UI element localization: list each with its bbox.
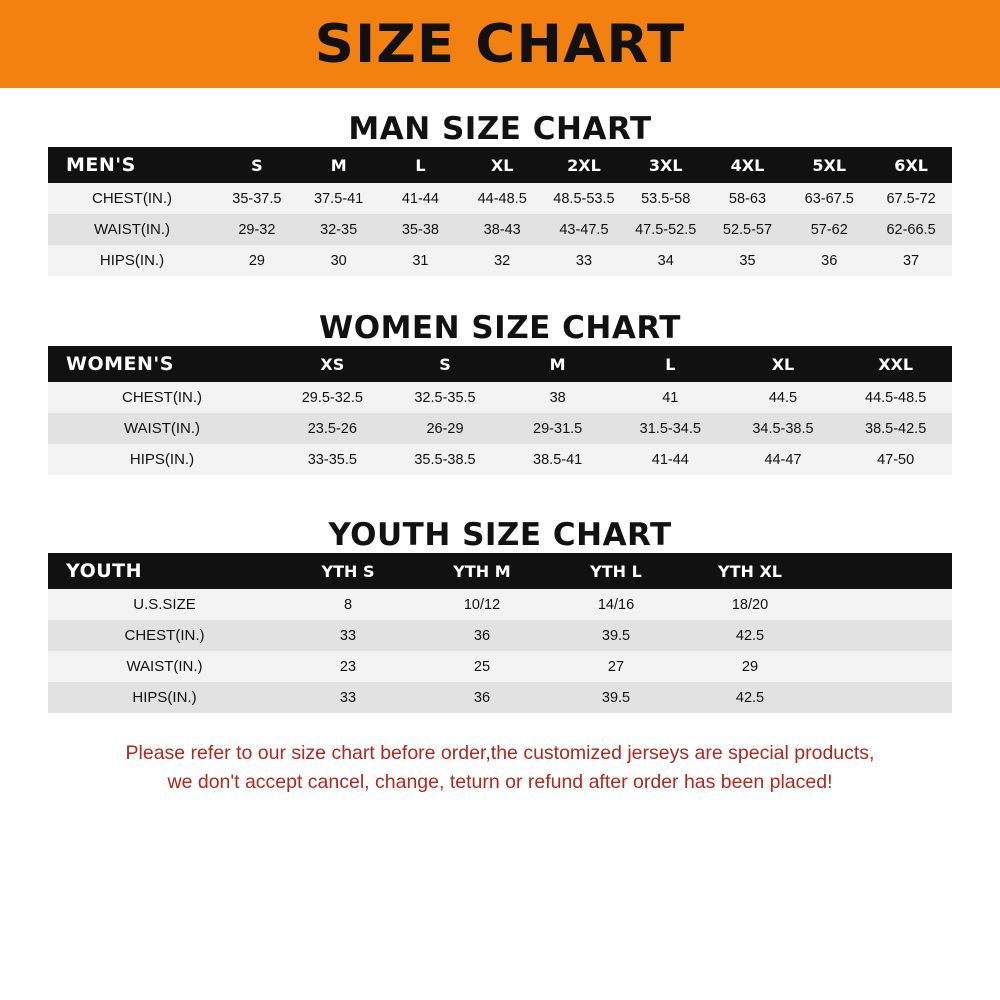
youth-cell-1-1: 36 (473, 627, 491, 644)
man-cell-1-2: 35-38 (401, 221, 439, 238)
youth-size-table (48, 553, 952, 713)
table-row (48, 214, 952, 245)
man-cell-1-1: 32-35 (320, 221, 358, 238)
table-row (48, 245, 952, 276)
footer-note-line-1: Please refer to our size chart before order,the customized jerseys are special products, (125, 742, 875, 764)
man-cell-0-3: 44-48.5 (477, 190, 527, 207)
table-row (48, 444, 952, 475)
women-section-title: WOMEN SIZE CHART (319, 310, 681, 346)
man-cell-1-6: 52.5-57 (722, 221, 773, 238)
women-cell-0-3: 41 (662, 389, 679, 406)
table-row (48, 651, 952, 682)
women-cell-0-2: 38 (549, 389, 566, 406)
women-size-header-0: XS (320, 354, 345, 374)
youth-size-header-0: YTH S (321, 561, 375, 581)
man-cell-2-3: 32 (494, 252, 511, 269)
man-cell-0-0: 35-37.5 (232, 190, 282, 207)
women-cell-2-1: 35.5-38.5 (414, 451, 476, 468)
footer-note (25, 739, 975, 798)
youth-row-label-0: U.S.SIZE (133, 596, 196, 613)
women-table-head (48, 346, 952, 382)
man-size-header-3: XL (490, 155, 514, 175)
man-cell-1-0: 29-32 (238, 221, 276, 238)
man-corner-label: MEN'S (66, 154, 136, 176)
man-cell-0-7: 63-67.5 (804, 190, 854, 207)
women-size-header-1: S (439, 354, 451, 374)
women-row-label-0: CHEST(IN.) (122, 389, 202, 406)
women-cell-1-0: 23.5-26 (307, 420, 357, 437)
table-row (48, 682, 952, 713)
youth-cell-3-1: 36 (473, 689, 491, 706)
man-row-label-1: WAIST(IN.) (93, 221, 171, 238)
man-cell-1-3: 38-43 (483, 221, 521, 238)
women-cell-1-2: 29-31.5 (533, 420, 583, 437)
youth-table-wrap (48, 553, 952, 713)
youth-cell-1-0: 33 (339, 627, 357, 644)
women-cell-2-4: 44-47 (764, 451, 802, 468)
youth-cell-0-3: 18/20 (731, 596, 769, 613)
table-row (48, 382, 952, 413)
women-size-header-3: L (665, 354, 676, 374)
youth-section-title: YOUTH SIZE CHART (328, 517, 672, 553)
man-cell-2-0: 29 (248, 252, 265, 269)
man-cell-2-8: 37 (902, 252, 920, 269)
women-cell-0-5: 44.5-48.5 (865, 389, 927, 406)
women-row-label-1: WAIST(IN.) (123, 420, 201, 437)
man-cell-2-7: 36 (821, 252, 838, 269)
youth-table-head (48, 553, 952, 589)
man-cell-2-2: 31 (412, 252, 429, 269)
youth-cell-2-2: 27 (607, 658, 625, 675)
man-size-header-4: 2XL (567, 155, 601, 175)
youth-header-spacer (817, 553, 952, 589)
women-cell-0-0: 29.5-32.5 (301, 389, 363, 406)
page-title: SIZE CHART (314, 13, 686, 75)
women-table-body (48, 382, 952, 475)
man-size-header-1: M (330, 155, 347, 175)
youth-row-label-3: HIPS(IN.) (132, 689, 197, 706)
man-cell-1-4: 43-47.5 (559, 221, 609, 238)
youth-cell-3-3: 42.5 (735, 689, 765, 706)
man-cell-2-4: 33 (575, 252, 593, 269)
women-cell-0-4: 44.5 (768, 389, 798, 406)
women-cell-2-5: 47-50 (877, 451, 915, 468)
table-row (48, 413, 952, 444)
women-cell-2-2: 38.5-41 (533, 451, 583, 468)
youth-cell-3-0: 33 (339, 689, 357, 706)
women-cell-1-1: 26-29 (426, 420, 464, 437)
man-size-header-2: L (415, 155, 426, 175)
man-header-row (48, 147, 952, 183)
youth-cell-2-0: 23 (339, 658, 357, 675)
man-cell-1-7: 57-62 (810, 221, 848, 238)
man-cell-2-6: 35 (739, 252, 756, 269)
man-cell-0-1: 37.5-41 (314, 190, 364, 207)
youth-row-label-2: WAIST(IN.) (126, 658, 203, 675)
man-cell-0-6: 58-63 (728, 190, 767, 207)
man-row-label-0: CHEST(IN.) (92, 190, 172, 207)
man-size-table (48, 147, 952, 276)
youth-cell-2-1: 25 (473, 658, 491, 675)
women-cell-0-1: 32.5-35.5 (414, 389, 476, 406)
women-cell-2-0: 33-35.5 (307, 451, 357, 468)
women-size-header-2: M (549, 354, 566, 374)
youth-row-label-1: CHEST(IN.) (124, 627, 205, 644)
man-table-body (48, 183, 952, 276)
youth-cell-0-1: 10/12 (463, 596, 501, 613)
man-cell-2-5: 34 (657, 252, 674, 269)
table-row (48, 589, 952, 620)
man-cell-1-5: 47.5-52.5 (635, 221, 697, 238)
man-section-title: MAN SIZE CHART (348, 111, 652, 147)
youth-size-header-1: YTH M (453, 561, 511, 581)
women-cell-1-5: 38.5-42.5 (865, 420, 927, 437)
man-size-header-7: 5XL (812, 155, 847, 175)
man-cell-0-2: 41-44 (401, 190, 439, 207)
man-size-header-6: 4XL (730, 155, 765, 175)
table-row (48, 183, 952, 214)
man-cell-2-1: 30 (330, 252, 347, 269)
table-row (48, 620, 952, 651)
youth-cell-spacer-3 (817, 682, 952, 713)
man-table-wrap (48, 147, 952, 276)
women-header-row (48, 346, 952, 382)
youth-table-body (48, 589, 952, 713)
youth-cell-1-2: 39.5 (601, 627, 631, 644)
man-size-header-0: S (251, 155, 263, 175)
page-banner (0, 0, 1000, 88)
man-cell-0-4: 48.5-53.5 (553, 190, 615, 207)
youth-header-row (48, 553, 952, 589)
youth-cell-spacer-2 (817, 651, 952, 682)
youth-cell-spacer-0 (817, 589, 952, 620)
man-size-header-8: 6XL (894, 155, 928, 175)
women-cell-2-3: 41-44 (651, 451, 689, 468)
women-table-wrap (48, 346, 952, 475)
youth-corner-label: YOUTH (66, 560, 143, 582)
women-cell-1-4: 34.5-38.5 (752, 420, 814, 437)
youth-cell-3-2: 39.5 (601, 689, 631, 706)
youth-size-header-2: YTH L (590, 561, 642, 581)
man-cell-0-5: 53.5-58 (641, 190, 691, 207)
women-corner-label: WOMEN'S (66, 353, 174, 375)
man-size-header-5: 3XL (648, 155, 683, 175)
women-size-header-5: XXL (878, 354, 914, 374)
youth-cell-2-3: 29 (741, 658, 759, 675)
youth-cell-spacer-1 (817, 620, 952, 651)
youth-cell-0-2: 14/16 (597, 596, 635, 613)
youth-cell-1-3: 42.5 (735, 627, 765, 644)
women-size-table (48, 346, 952, 475)
women-row-label-2: HIPS(IN.) (129, 451, 195, 468)
man-cell-1-8: 62-66.5 (886, 221, 936, 238)
women-size-header-4: XL (771, 354, 795, 374)
man-row-label-2: HIPS(IN.) (99, 252, 165, 269)
man-table-head (48, 147, 952, 183)
footer-note-line-2: we don't accept cancel, change, teturn or refund after order has been placed! (167, 771, 833, 794)
youth-cell-0-0: 8 (343, 596, 353, 613)
youth-size-header-3: YTH XL (718, 561, 782, 581)
women-cell-1-3: 31.5-34.5 (639, 420, 701, 437)
man-cell-0-8: 67.5-72 (886, 190, 936, 207)
